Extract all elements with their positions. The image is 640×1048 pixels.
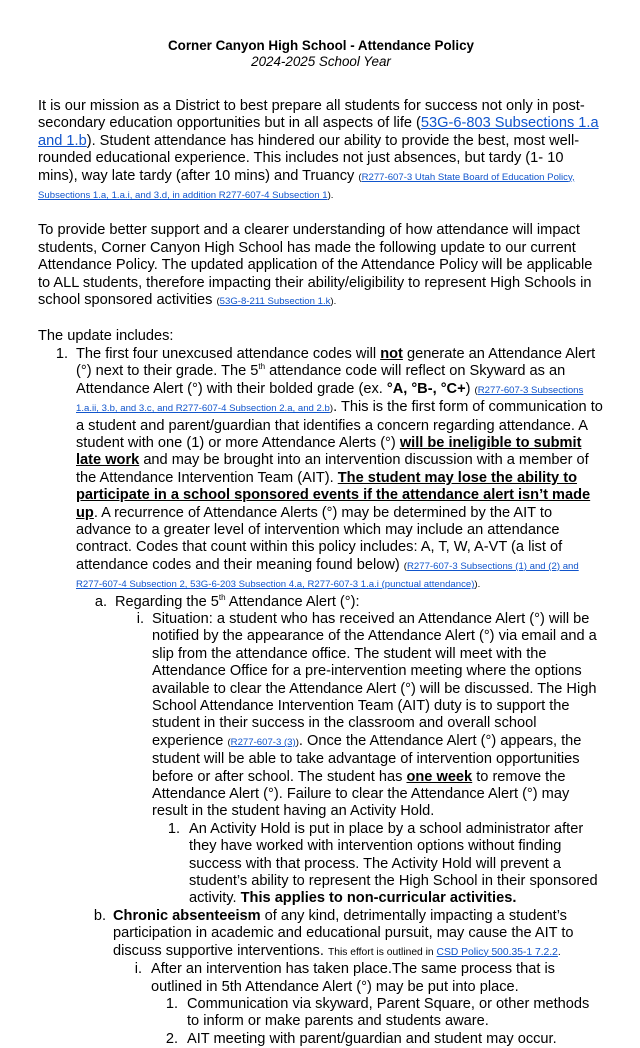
text: ). Student attendance has hindered our ability to provide the best, most well-rounded educational experience. This includes not just absences, but tardy (1- 10 mins), way late tardy (after 10 mins) and Truancy xyxy=(38,132,580,184)
text: Attendance Alert (°): xyxy=(225,593,360,610)
text: Communication via skyward, Parent Square, or other methods to inform or make parents and students aware. xyxy=(187,995,590,1030)
link-r277-607-3-usbe[interactable]: R277-607-3 Utah State Board of Education Policy, Subsections 1.a, 1.a.i, and 3.d, in addition R277-607-4 Subsection 1 xyxy=(38,171,575,202)
list-marker: a. xyxy=(94,593,107,610)
text: After an intervention has taken place.The same process that is outlined in 5th Attendance Alert (°) may be put into place. xyxy=(151,961,555,995)
text: ). xyxy=(474,579,481,591)
list-item-1b-i-2 xyxy=(0,1031,604,1048)
text: To provide better support and a clearer understanding of how attendance will impact students, Corner Canyon High School has made the following update to our current Attendance Policy. The updated application of the Attendance Policy will be applicable to ALL students, therefore impacting their ability/eligibility to represent High Schools in school sponsored activities xyxy=(38,222,593,309)
list-item-1a-i xyxy=(0,611,604,821)
list-item-1 xyxy=(0,346,604,594)
text: ) xyxy=(329,403,334,415)
text: ( xyxy=(358,171,362,183)
document-subtitle: 2024-2025 School Year xyxy=(251,54,391,69)
text: generate an Attendance Alert (°) next to their grade. The 5 xyxy=(76,345,596,380)
emphasis-lose-ability: The student may lose the ability to participate in a school sponsored events if the attendance alert isn’t made up xyxy=(76,469,591,521)
text: and may be brought into an intervention discussion with a member of the Attendance Intervention Team (AIT). xyxy=(76,452,589,486)
update-includes-label: The update includes: xyxy=(38,328,174,345)
text: ) xyxy=(465,380,475,397)
text: . Once the Attendance Alert (°) appears, the student will be able to take advantage of intervention opportunities before or after school. The student has xyxy=(152,732,582,785)
list-item-1b xyxy=(0,908,604,961)
emphasis-not: not xyxy=(380,345,403,362)
text: It is our mission as a District to best prepare all students for success not only in post-secondary education opportunities but in all aspects of life ( xyxy=(38,98,585,132)
text: ). xyxy=(327,190,334,202)
text: . A recurrence of Attendance Alerts (°) may be determined by the AIT to advance to a greater level of intervention which may include an attendance contract. Codes that count within this policy includes: A, T, W, A-VT (a list of attendance codes and their meaning found below) xyxy=(76,504,563,573)
text: to remove the Attendance Alert (°). Failure to clear the Attendance Alert (°) may result in the student having an Activity Hold. xyxy=(152,768,570,820)
list-marker: i. xyxy=(136,610,144,627)
link-53g-8-211[interactable]: 53G-8-211 Subsection 1.k xyxy=(219,296,331,308)
list-marker: i. xyxy=(134,961,142,978)
link-csd-policy-500-35[interactable]: CSD Policy 500.35-1 7.2.2 xyxy=(436,946,558,958)
link-r277-607-3-3[interactable]: R277-607-3 (3) xyxy=(230,736,296,748)
emphasis-chronic-absenteeism: Chronic absenteeism xyxy=(113,907,261,924)
list-marker: 1. xyxy=(165,995,178,1012)
list-marker: 1. xyxy=(167,820,180,837)
text: attendance code will reflect on Skyward as an Attendance Alert (°) with their bolded grade (ex. xyxy=(76,363,566,397)
list-item-1b-i-1 xyxy=(0,996,604,1031)
list-marker: 2. xyxy=(165,1030,178,1047)
text: An Activity Hold is put in place by a school administrator after they have worked with intervention options without finding success with that process. The Activity Hold will prevent a student’s ability to represent the High School in their sponsored activity. xyxy=(189,820,598,907)
link-53g-6-803[interactable]: 53G-6-803 Subsections 1.a and 1.b xyxy=(38,115,599,149)
text: Situation: a student who has received an Attendance Alert (°) will be notified by the appearance of the Attendance Alert (°) via email and a slip from the attendance office. The student will meet with the Attendance Office for a pre-intervention meeting where the options available to clear the Attendance Alert (°) will be discussed. The High School Attendance Intervention Team (AIT) duty is to support the student in their success in the classroom and overall school experience xyxy=(152,610,597,749)
text: ( xyxy=(227,736,231,748)
text: ( xyxy=(216,296,220,308)
text: ( xyxy=(474,384,478,396)
superscript: th xyxy=(258,362,266,372)
superscript: th xyxy=(218,592,226,602)
list-item-1a xyxy=(0,594,604,611)
text: The first four unexcused attendance codes will xyxy=(76,345,381,362)
grade-examples: °A, °B-, °C+ xyxy=(386,380,466,397)
text: of any kind, detrimentally impacting a student’s participation in academic and educational pursuit, may cause the AIT to discuss supportive interventions. xyxy=(113,907,574,959)
list-item-1a-i-1 xyxy=(0,821,604,908)
mission-paragraph xyxy=(38,98,604,204)
text: This effort is outlined in xyxy=(327,946,437,958)
emphasis-non-curricular: This applies to non-curricular activities. xyxy=(240,890,517,907)
list-item-1b-i xyxy=(0,961,604,996)
text: . This is the first form of communication to a student and parent/guardian that identifies a concern regarding attendance. A student with one (1) or more Attendance Alerts (°) xyxy=(76,399,603,451)
emphasis-late-work: will be ineligible to submit late work xyxy=(76,434,582,469)
document-title: Corner Canyon High School - Attendance Policy xyxy=(167,38,475,53)
text: Regarding the 5 xyxy=(115,593,219,610)
text: AIT meeting with parent/guardian and student may occur. xyxy=(187,1030,557,1047)
link-r277-607-3-codes[interactable]: R277-607-3 Subsections (1) and (2) and R277-607-4 Subsection 2, 53G-6-203 Subsection 4.a, R277-607-3 1.a.i (punctual attendance) xyxy=(76,560,579,591)
emphasis-one-week: one week xyxy=(406,768,473,785)
link-r277-607-3-subsections[interactable]: R277-607-3 Subsections 1.a.ii, 3.b, and 3.c, and R277-607-4 Subsection 2.a, and 2.b xyxy=(76,384,584,415)
text: ) xyxy=(295,736,299,748)
support-paragraph xyxy=(38,222,604,310)
text: ). xyxy=(330,296,337,308)
list-marker: 1. xyxy=(55,345,68,362)
text: . xyxy=(557,946,561,958)
text: ( xyxy=(403,560,407,572)
list-marker: b. xyxy=(93,907,106,924)
